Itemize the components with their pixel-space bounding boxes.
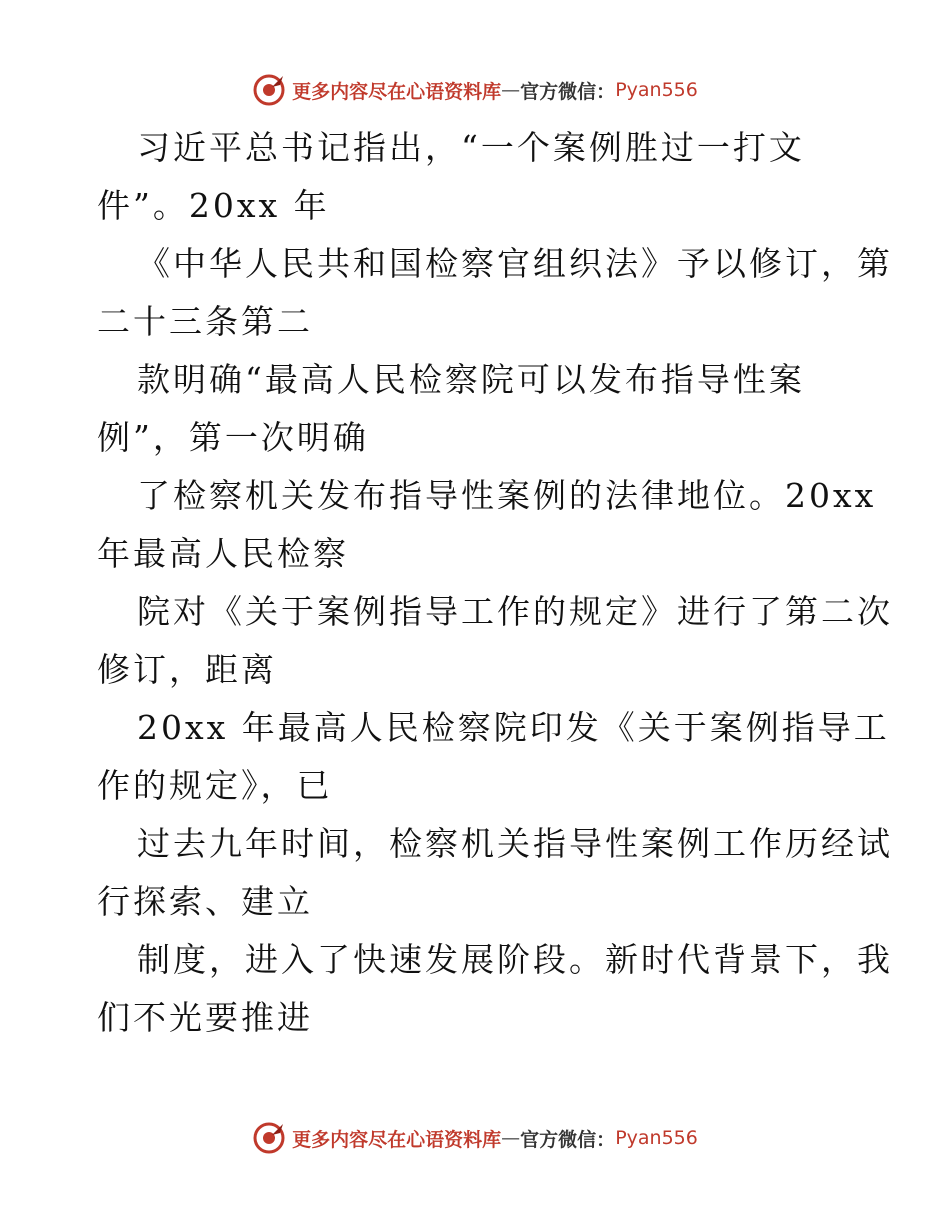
text-line: 过去九年时间，检察机关指导性案例工作历经试 bbox=[137, 824, 893, 863]
text-line: 件”。20xx 年 bbox=[97, 186, 330, 225]
text-line: 习近平总书记指出，“一个案例胜过一打文 bbox=[137, 128, 805, 167]
watermark-wechat-label: 官方微信： bbox=[520, 1128, 616, 1151]
watermark-main-text: 更多内容尽在心语资料库 bbox=[292, 80, 502, 103]
text-line: 行探索、建立 bbox=[97, 882, 313, 921]
text-line: 款明确“最高人民检察院可以发布指导性案 bbox=[137, 360, 805, 399]
watermark-dash: — bbox=[501, 1127, 521, 1149]
watermark-dash: — bbox=[501, 79, 521, 101]
text-line: 《中华人民共和国检察官组织法》予以修订，第 bbox=[137, 244, 893, 283]
footer-watermark bbox=[0, 1118, 950, 1158]
text-line: 作的规定》，已 bbox=[97, 766, 333, 805]
watermark-main-text: 更多内容尽在心语资料库 bbox=[292, 1128, 502, 1151]
text-line: 二十三条第二 bbox=[97, 302, 313, 341]
text-line: 制度，进入了快速发展阶段。新时代背景下，我 bbox=[137, 940, 893, 979]
quill-logo-icon bbox=[252, 1121, 286, 1155]
quill-logo-icon bbox=[252, 73, 286, 107]
text-line: 院对《关于案例指导工作的规定》进行了第二次 bbox=[137, 592, 893, 631]
header-watermark bbox=[0, 70, 950, 110]
text-line: 20xx 年最高人民检察院印发《关于案例指导工 bbox=[137, 708, 890, 747]
text-line: 了检察机关发布指导性案例的法律地位。20xx bbox=[137, 476, 877, 515]
text-line: 们不光要推进 bbox=[97, 998, 313, 1037]
watermark-wechat-label: 官方微信： bbox=[520, 80, 616, 103]
text-line: 修订，距离 bbox=[97, 650, 277, 689]
watermark-wechat-id: Pyan556 bbox=[615, 1127, 698, 1149]
text-line: 例”，第一次明确 bbox=[97, 418, 369, 457]
text-line: 年最高人民检察 bbox=[97, 534, 349, 573]
watermark-wechat-id: Pyan556 bbox=[615, 79, 698, 101]
